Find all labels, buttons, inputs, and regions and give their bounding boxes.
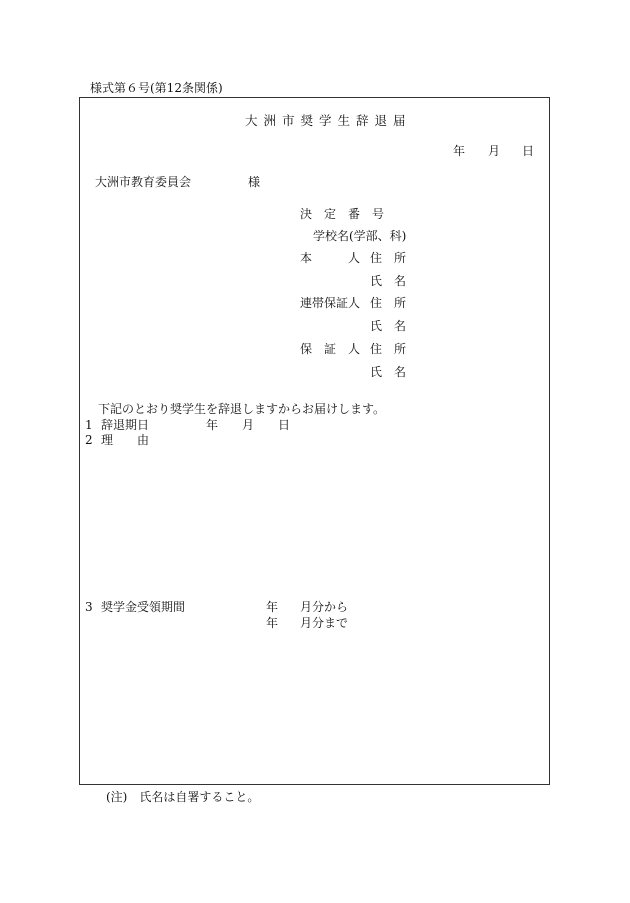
self-label: 本 人 [300, 251, 361, 265]
date-month-label: 月 [488, 144, 501, 158]
item-1-year-label: 年 [206, 418, 219, 432]
date-year-label: 年 [453, 144, 466, 158]
self-name-label: 氏 名 [370, 274, 407, 288]
joint-guarantor-label: 連帯保証人 [300, 296, 361, 310]
item-2-label: 理 由 [101, 433, 150, 447]
school-name-label: 学校名(学部、科) [313, 229, 407, 243]
self-address-label: 住 所 [370, 251, 407, 265]
guarantor-address-label: 住 所 [370, 342, 407, 356]
period-to-year-label: 年 [266, 616, 279, 630]
addressee-honorific: 様 [248, 175, 261, 189]
declaration-text: 下記のとおり奨学生を辞退しますからお届けします。 [98, 402, 386, 416]
joint-guarantor-address-label: 住 所 [370, 296, 407, 310]
form-frame [79, 97, 550, 785]
item-3-label: 奨学金受領期間 [101, 600, 186, 614]
addressee-name: 大洲市教育委員会 [95, 175, 192, 189]
period-from-year-label: 年 [266, 600, 279, 614]
date-day-label: 日 [522, 144, 535, 158]
form-number-label: 様式第６号(第12条関係) [90, 81, 223, 95]
form-title: 大洲市奨学生辞退届 [245, 113, 412, 128]
item-1-day-label: 日 [278, 418, 291, 432]
item-1-month-label: 月 [242, 418, 255, 432]
item-3-number: 3 [85, 600, 93, 614]
guarantor-name-label: 氏 名 [370, 365, 407, 379]
guarantor-label: 保 証 人 [300, 342, 361, 356]
decision-number-label: 決 定 番 号 [300, 207, 385, 221]
joint-guarantor-name-label: 氏 名 [370, 319, 407, 333]
item-1-number: 1 [85, 418, 93, 432]
item-1-label: 辞退期日 [101, 418, 150, 432]
item-2-number: 2 [85, 433, 93, 447]
period-to-month-label: 月分まで [300, 616, 349, 630]
period-from-month-label: 月分から [300, 600, 349, 614]
footnote: (注) 氏名は自署すること。 [106, 790, 260, 804]
